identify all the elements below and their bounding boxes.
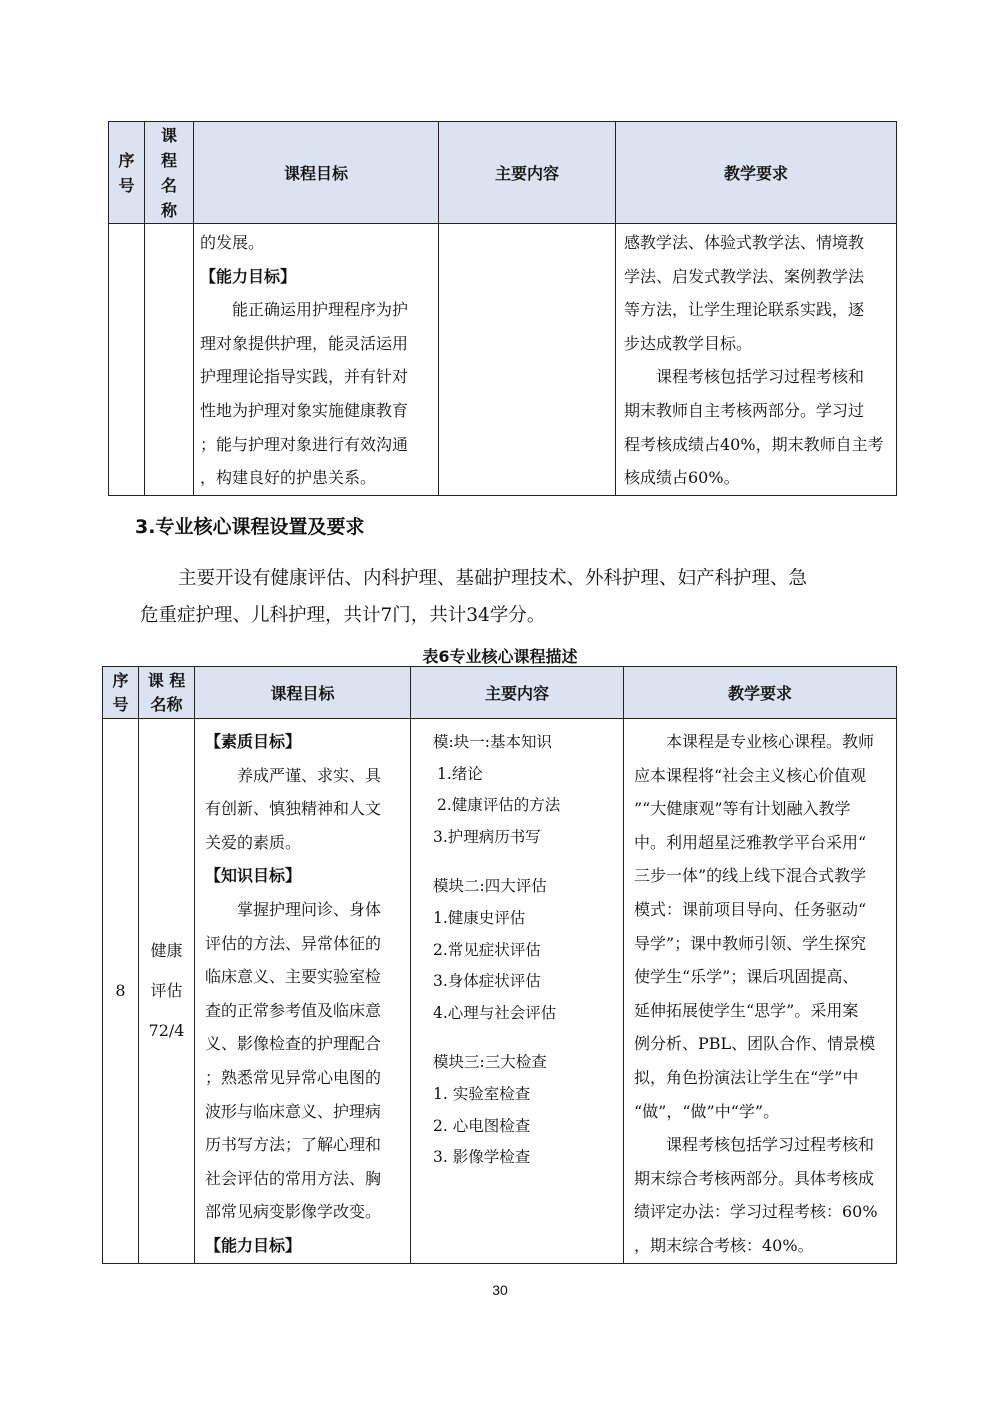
req-line: 核成绩占60%。 [624, 468, 740, 488]
module-item: 1.健康史评估 [433, 908, 526, 927]
goal-line: 关爱的素质。 [205, 832, 302, 852]
module-title: 模块二:四大评估 [433, 877, 547, 896]
goal-line: 护理理论指导实践，并有针对 [200, 367, 409, 387]
module-item: 2.健康评估的方法 [437, 796, 561, 815]
req-line: 感教学法、体验式教学法、情境教 [624, 233, 865, 252]
module-title: 模:块一:基本知识 [433, 733, 552, 751]
header-course-name: 课 程 名称 [139, 667, 195, 719]
req-line: 拟，角色扮演法让学生在“学”中 [634, 1067, 859, 1087]
header-main-content: 主要内容 [411, 667, 624, 719]
paragraph-line: 主要开设有健康评估、内科护理、基础护理技术、外科护理、妇产科护理、急 [178, 568, 808, 589]
req-line: ，期末综合考核：40%。 [634, 1235, 814, 1255]
req-line: 绩评定办法：学习过程考核：60% [634, 1202, 878, 1222]
req-line: 模式：课前项目导向、任务驱动“ [634, 899, 867, 919]
goal-line: 义、影像检查的护理配合 [205, 1034, 382, 1054]
goal-line: 波形与临床意义、护理病 [205, 1101, 382, 1121]
module-item: 1.绪论 [437, 764, 483, 783]
header-seq: 序号 [109, 122, 145, 224]
req-line: 课程考核包括学习过程考核和 [656, 367, 865, 387]
cell-seq-empty [109, 224, 145, 496]
module-item: 2. 心电图检查 [433, 1116, 531, 1135]
req-line: 期末综合考核两部分。具体考核成 [634, 1168, 875, 1188]
ability-goal-heading: 【能力目标】 [205, 1235, 302, 1255]
req-line: 应本课程将“社会主义核心价值观 [634, 765, 867, 785]
section-heading: 3.专业核心课程设置及要求 [135, 516, 365, 538]
module-item: 2.常见症状评估 [433, 940, 541, 959]
section-paragraph [140, 560, 880, 634]
goal-line: 评估的方法、异常体征的 [205, 933, 382, 953]
goal-line: ；能与护理对象进行有效沟通 [200, 434, 409, 454]
req-line: 中。利用超星泛雅教学平台采用“ [634, 832, 867, 852]
goal-line: 掌握护理问诊、身体 [237, 899, 382, 919]
req-line: 延伸拓展使学生“思学”。采用案 [634, 1000, 859, 1020]
cell-content-empty [439, 224, 616, 496]
header-course-goal: 课程目标 [194, 122, 439, 224]
req-line: ”“大健康观”等有计划融入教学 [634, 799, 851, 819]
goal-line: 部常见病变影像学改变。 [205, 1202, 382, 1222]
cell-course-name [139, 719, 195, 1264]
req-line: 学法、启发式教学法、案例教学法 [624, 266, 865, 286]
header-course-goal: 课程目标 [195, 667, 411, 719]
core-course-table [102, 666, 897, 1264]
cell-teaching-req [624, 719, 897, 1264]
module-2 [433, 871, 623, 1029]
module-item: 3.身体症状评估 [433, 972, 541, 991]
goal-line: 理对象提供护理，能灵活运用 [200, 333, 409, 353]
req-line: 本课程是专业核心课程。教师 [666, 732, 875, 751]
cell-goal-continued [194, 224, 439, 496]
module-item: 1. 实验室检查 [433, 1084, 531, 1103]
req-line: 课程考核包括学习过程考核和 [666, 1135, 875, 1155]
quality-goal-heading: 【素质目标】 [205, 732, 302, 751]
module-title: 模块三:三大检查 [433, 1053, 547, 1072]
req-line: 步达成教学目标。 [624, 333, 753, 353]
module-1 [433, 727, 623, 853]
course-name-line: 健康 [150, 940, 183, 960]
course-hours: 72/4 [148, 1020, 185, 1040]
header-teaching-req: 教学要求 [624, 667, 897, 719]
goal-line: 查的正常参考值及临床意 [205, 1000, 382, 1020]
ability-goal-heading: 【能力目标】 [200, 266, 297, 286]
goal-line: ；熟悉常见异常心电图的 [205, 1067, 382, 1087]
req-line: 程考核成绩占40%，期末教师自主考 [624, 434, 884, 454]
goal-line: 有创新、慎独精神和人文 [205, 799, 382, 819]
req-line: 使学生“乐学”；课后巩固提高、 [634, 967, 859, 987]
goal-line: 养成严谨、求实、具 [237, 765, 382, 785]
goal-line: 性地为护理对象实施健康教育 [200, 400, 409, 420]
header-course-name: 课程名称 [145, 122, 194, 224]
module-item: 3. 影像学检查 [433, 1148, 531, 1167]
req-line: 三步一体”的线上线下混合式教学 [634, 866, 867, 886]
cell-name-empty [145, 224, 194, 496]
req-line: 等方法，让学生理论联系实践，逐 [624, 300, 865, 320]
goal-line: 历书写方法；了解心理和 [205, 1135, 382, 1155]
knowledge-goal-heading: 【知识目标】 [205, 866, 302, 886]
req-line: 期末教师自主考核两部分。学习过 [624, 400, 865, 420]
table-caption: 表6专业核心课程描述 [422, 647, 578, 666]
header-seq: 序 号 [103, 667, 139, 719]
module-item: 4.心理与社会评估 [433, 1003, 557, 1022]
page-number: 30 [492, 1282, 508, 1298]
goal-line: 的发展。 [200, 233, 265, 252]
header-teaching-req: 教学要求 [616, 122, 897, 224]
req-line: 导学”；课中教师引领、学生探究 [634, 933, 867, 953]
continued-course-table [108, 121, 897, 496]
req-line: “做”，“做”中“学”。 [634, 1101, 780, 1121]
cell-req-continued [616, 224, 897, 496]
cell-seq: 8 [103, 719, 139, 1264]
goal-line: 社会评估的常用方法、胸 [205, 1168, 382, 1188]
req-line: 例分析、PBL、团队合作、情景模 [634, 1034, 876, 1054]
module-3 [433, 1047, 623, 1173]
module-item: 3.护理病历书写 [433, 827, 541, 846]
course-name-line: 评估 [150, 980, 183, 1000]
cell-course-goal [195, 719, 411, 1264]
cell-main-content [411, 719, 624, 1264]
goal-line: 临床意义、主要实验室检 [205, 967, 382, 987]
paragraph-line: 危重症护理、儿科护理，共计7门，共计34学分。 [140, 605, 546, 626]
goal-line: ，构建良好的护患关系。 [200, 468, 377, 488]
goal-line: 能正确运用护理程序为护 [232, 300, 409, 320]
header-main-content: 主要内容 [439, 122, 616, 224]
